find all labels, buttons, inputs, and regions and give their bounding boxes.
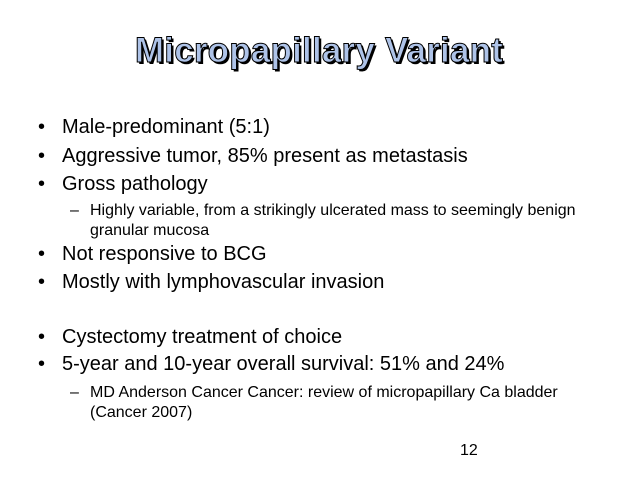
bullet-text: Cystectomy treatment of choice [62,326,343,348]
bullet-marker: • [38,353,46,375]
bullet-text: 5-year and 10-year overall survival: 51% and 24% [62,353,505,375]
bullet-marker: • [38,145,46,167]
sub-bullet-marker: – [70,384,79,401]
sub-bullet-text: MD Anderson Cancer Cancer: review of micropapillary Ca bladder (Cancer 2007) [90,384,558,421]
slide-title: Micropapillary Variant [134,31,504,70]
bullet-text: Male-predominant (5:1) [62,116,270,138]
bullet-text: Aggressive tumor, 85% present as metastasis [62,145,468,167]
bullet-marker: • [38,173,46,195]
bullet-text: Mostly with lymphovascular invasion [62,271,385,293]
sub-bullet-marker: – [70,202,79,219]
bullet-marker: • [38,243,46,265]
page-number: 12 [460,442,478,459]
bullet-text: Not responsive to BCG [62,243,267,265]
bullet-marker: • [38,271,46,293]
bullet-marker: • [38,116,46,138]
sub-bullet-text: Highly variable, from a strikingly ulcerated mass to seemingly benign granular mucosa [90,202,576,239]
bullet-marker: • [38,326,46,348]
bullet-text: Gross pathology [62,173,208,195]
